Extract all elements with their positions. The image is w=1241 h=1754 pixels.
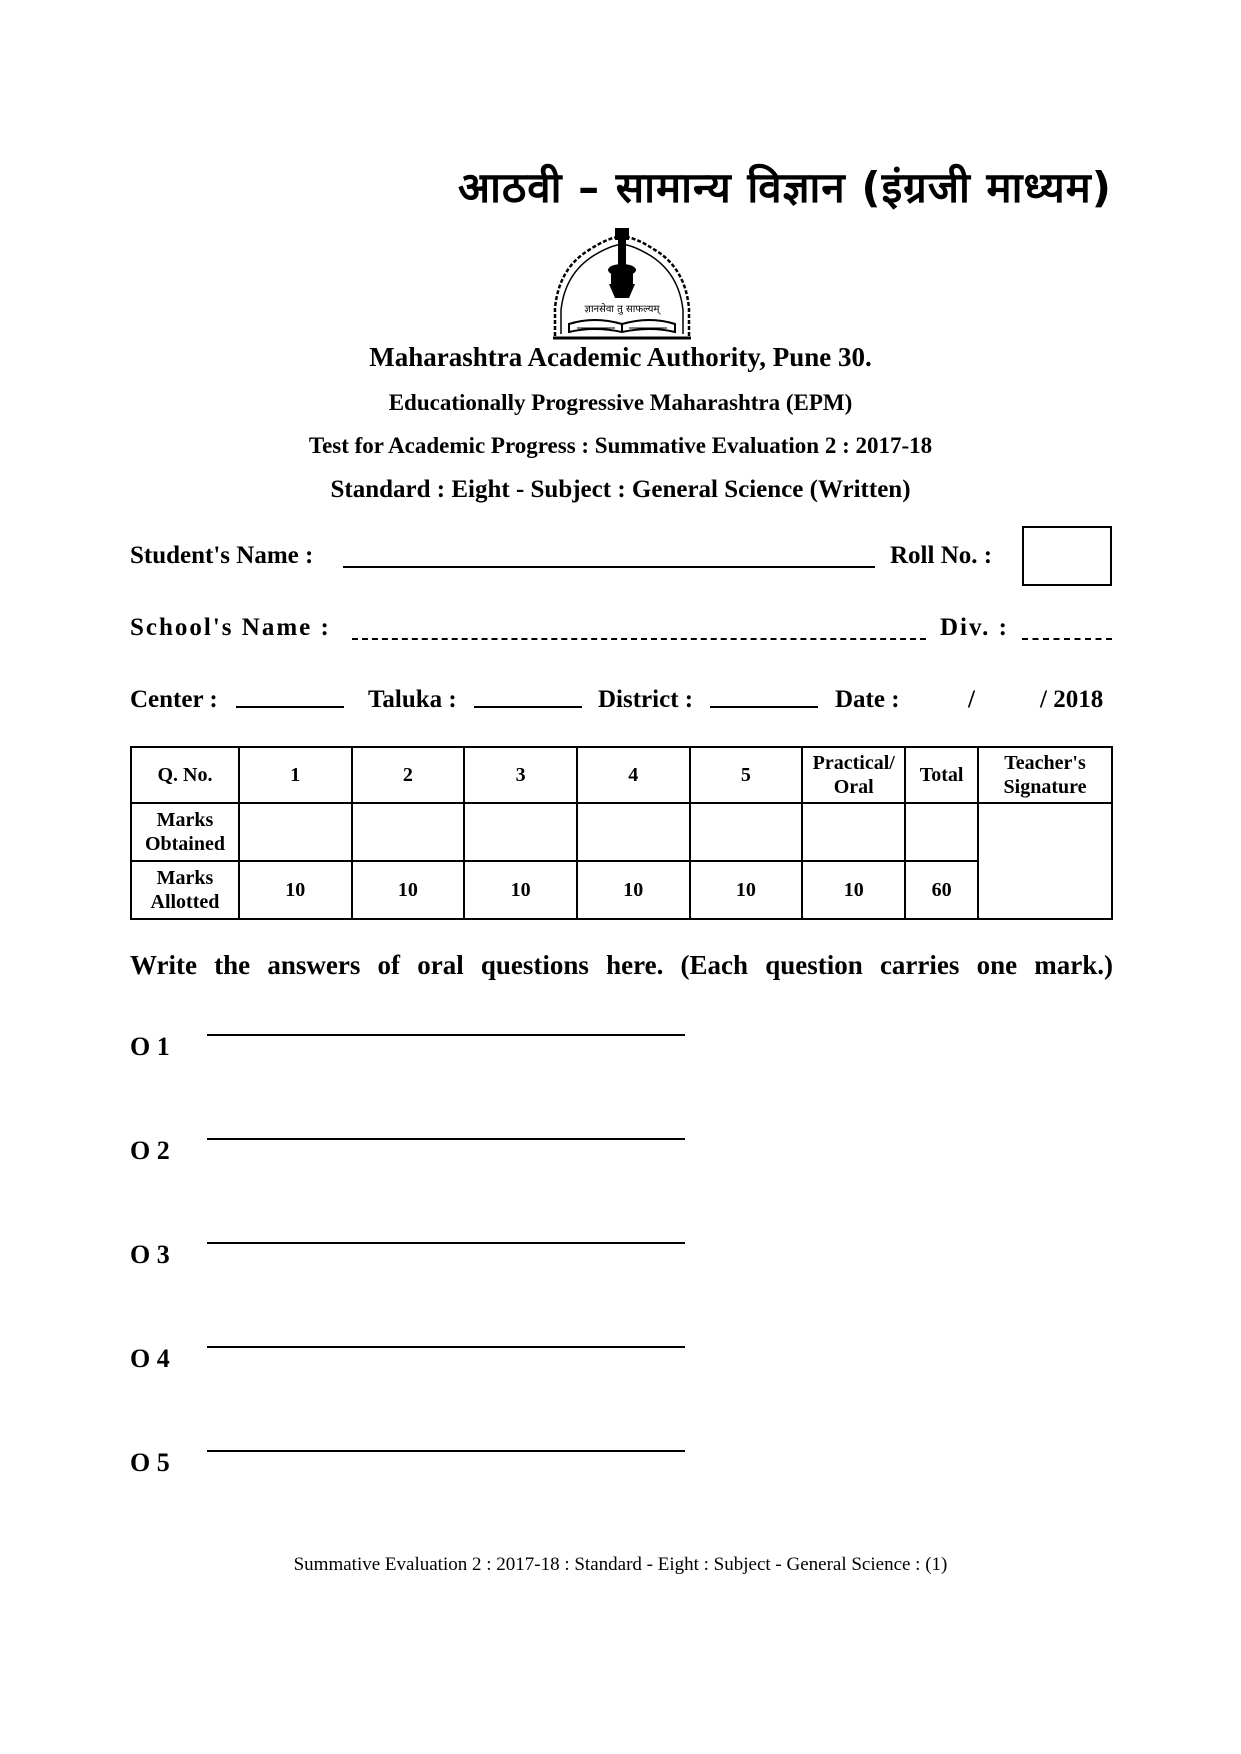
practical-oral-header: Practical/ Oral [802, 747, 905, 803]
marks-obtained-label: Marks Obtained [131, 803, 239, 861]
school-name-field[interactable] [352, 638, 926, 640]
q1-header: 1 [239, 747, 352, 803]
district-label: District : [598, 686, 694, 713]
practical-obtained-cell[interactable] [802, 803, 905, 861]
center-label: Center : [130, 686, 218, 713]
q1-allotted-cell: 10 [239, 861, 352, 919]
oral-answer-line[interactable] [207, 1450, 685, 1452]
roll-no-box[interactable] [1022, 526, 1112, 586]
q3-allotted-cell: 10 [464, 861, 577, 919]
oral-answer-line[interactable] [207, 1346, 685, 1348]
date-year: / 2018 [1040, 686, 1104, 713]
q2-obtained-cell[interactable] [352, 803, 465, 861]
total-allotted-cell: 60 [905, 861, 978, 919]
roll-no-label: Roll No. : [890, 542, 993, 569]
q4-header: 4 [577, 747, 690, 803]
marks-obtained-row [131, 803, 1112, 861]
school-name-label: School's Name : [130, 614, 331, 641]
standard-subject: Standard : Eight - Subject : General Science (Written) [330, 476, 911, 503]
taluka-label: Taluka : [368, 686, 457, 713]
q5-allotted-cell: 10 [690, 861, 803, 919]
q2-allotted-cell: 10 [352, 861, 465, 919]
div-field[interactable] [1022, 638, 1112, 640]
div-label: Div. : [940, 614, 1009, 641]
oral-answer-line[interactable] [207, 1034, 685, 1036]
date-separator: / [968, 686, 975, 713]
table-header-row [131, 747, 1112, 803]
student-name-label: Student's Name : [130, 542, 314, 569]
oral-question-label: O 4 [130, 1344, 170, 1373]
academic-authority-logo [549, 228, 695, 342]
district-field[interactable] [710, 706, 818, 708]
total-obtained-cell[interactable] [905, 803, 978, 861]
center-field[interactable] [236, 706, 344, 708]
oral-answer-line[interactable] [207, 1138, 685, 1140]
teacher-signature-header: Teacher's Signature [978, 747, 1112, 803]
oral-question-label: O 5 [130, 1448, 170, 1477]
taluka-field[interactable] [474, 706, 582, 708]
oral-question-label: O 1 [130, 1032, 170, 1061]
oral-answer-line[interactable] [207, 1242, 685, 1244]
qno-header: Q. No. [131, 747, 239, 803]
total-header: Total [905, 747, 978, 803]
oral-question-label: O 3 [130, 1240, 170, 1269]
q5-obtained-cell[interactable] [690, 803, 803, 861]
marks-table [130, 746, 1113, 920]
oral-questions-heading: Write the answers of oral questions here. (Each question carries one mark.) [130, 950, 1113, 980]
practical-allotted-cell: 10 [802, 861, 905, 919]
date-label: Date : [835, 686, 900, 713]
q1-obtained-cell[interactable] [239, 803, 352, 861]
teacher-signature-cell[interactable] [978, 803, 1112, 919]
marks-allotted-label: Marks Allotted [131, 861, 239, 919]
page-footer: Summative Evaluation 2 : 2017-18 : Standard - Eight : Subject - General Science : (1) [293, 1554, 948, 1575]
logo-motto: ज्ञानसेवा तु साफल्यम् [584, 304, 660, 315]
q5-header: 5 [690, 747, 803, 803]
q3-header: 3 [464, 747, 577, 803]
q4-allotted-cell: 10 [577, 861, 690, 919]
program-name: Educationally Progressive Maharashtra (EPM) [388, 390, 853, 415]
student-name-field[interactable] [343, 566, 875, 568]
q4-obtained-cell[interactable] [577, 803, 690, 861]
oral-question-label: O 2 [130, 1136, 170, 1165]
q3-obtained-cell[interactable] [464, 803, 577, 861]
test-title: Test for Academic Progress : Summative Evaluation 2 : 2017-18 [308, 433, 933, 458]
q2-header: 2 [352, 747, 465, 803]
organization-name: Maharashtra Academic Authority, Pune 30. [369, 342, 872, 372]
hindi-title: आठवी – सामान्य विज्ञान (इंग्रजी माध्यम) [457, 163, 1112, 212]
marks-allotted-row [131, 861, 1112, 919]
